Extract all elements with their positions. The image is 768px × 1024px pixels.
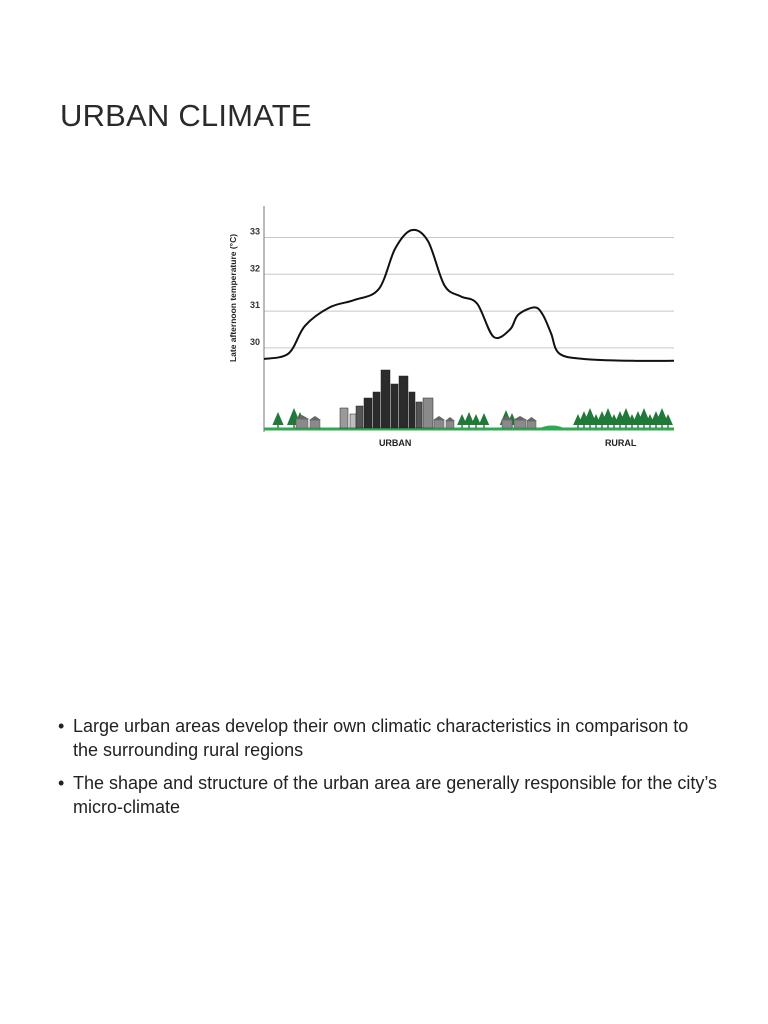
x-region-label: URBAN: [378, 438, 412, 448]
y-tick-label: 30: [249, 336, 260, 347]
slide-title: URBAN CLIMATE: [60, 98, 312, 133]
hill-icon: [540, 426, 564, 429]
building-icon: [399, 376, 408, 428]
tree-icon: [479, 413, 490, 425]
house-roof: [433, 416, 445, 420]
house-icon: [434, 420, 444, 428]
tree-icon: [272, 412, 283, 425]
y-tick-label: 32: [249, 263, 260, 274]
bullet-item: [58, 771, 718, 819]
chart-canvas: [222, 200, 678, 452]
building-icon: [364, 398, 372, 428]
building-icon: [391, 384, 398, 428]
house-icon: [446, 421, 454, 428]
house-icon: [310, 420, 320, 428]
bullet-list: [58, 714, 718, 828]
building-icon: [356, 406, 363, 428]
building-icon: [340, 408, 348, 428]
bullet-text: Large urban areas develop their own climatic characteristics in comparison to the surrounding rural regions: [73, 716, 689, 760]
building-icon: [416, 402, 422, 428]
landscape-illustration: [264, 370, 674, 429]
bullet-point-icon: •: [58, 773, 65, 793]
building-icon: [350, 414, 356, 428]
x-region-label: RURAL: [604, 438, 637, 448]
y-axis-label: Late afternoon temperature (°C): [228, 233, 238, 363]
temperature-line: [264, 230, 674, 361]
building-icon: [381, 370, 390, 428]
building-icon: [409, 392, 415, 428]
y-tick-label: 33: [249, 226, 260, 237]
house-icon: [514, 420, 526, 428]
house-roof: [445, 417, 455, 421]
house-icon: [502, 420, 512, 428]
house-roof: [513, 416, 527, 420]
urban-heat-island-chart: [222, 200, 678, 452]
house-icon: [296, 419, 308, 428]
bullet-item: [58, 714, 718, 762]
house-icon: [527, 421, 536, 428]
building-icon: [373, 392, 380, 428]
house-roof: [526, 417, 537, 421]
tree-icon: [471, 414, 481, 425]
bullet-text: The shape and structure of the urban area are generally responsible for the city’s micro-climate: [73, 773, 718, 817]
bullet-point-icon: •: [58, 716, 65, 736]
y-tick-label: 31: [249, 300, 260, 311]
house-roof: [309, 416, 321, 420]
building-icon: [423, 398, 433, 428]
